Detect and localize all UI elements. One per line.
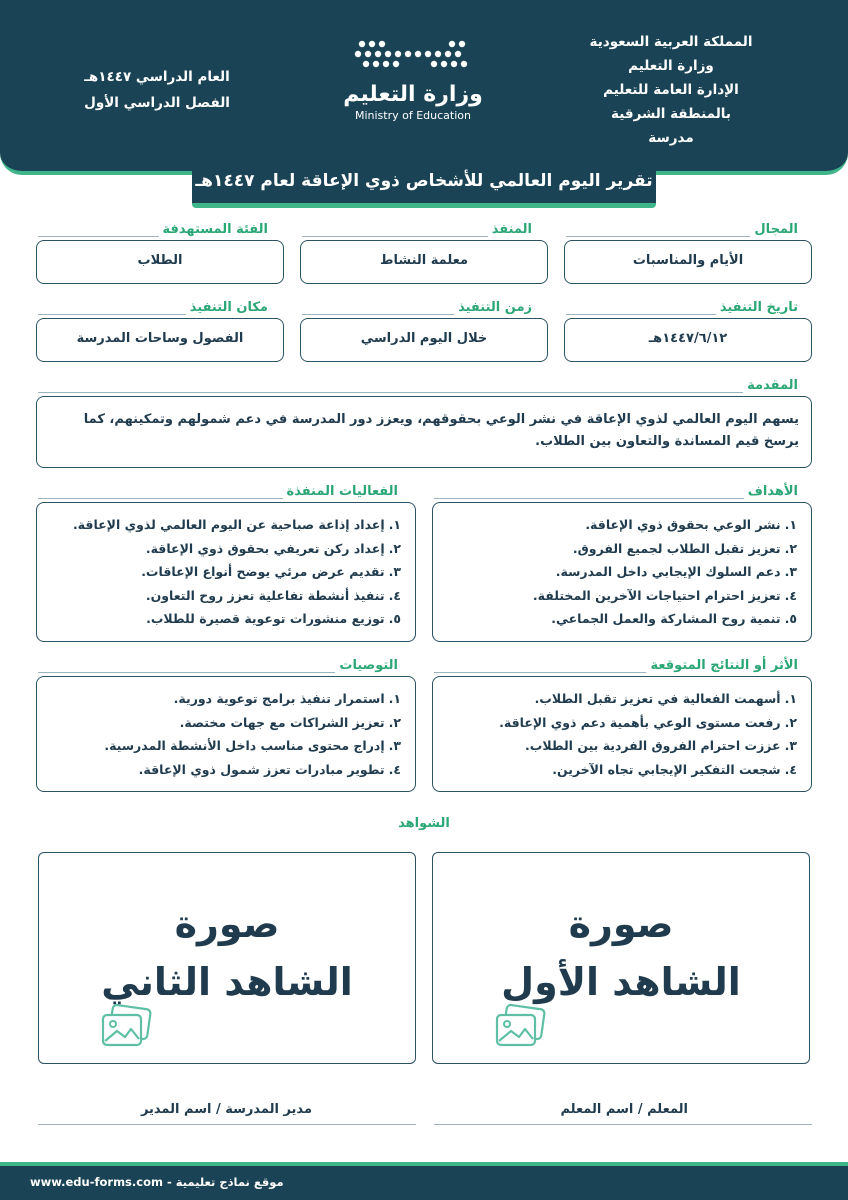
list-item: ٢.رفعت مستوى الوعي بأهمية دعم ذوي الإعاقة. <box>499 714 797 730</box>
list-item: ١.أسهمت الفعالية في تعزيز تقبل الطلاب. <box>534 691 797 706</box>
report-title: تقرير اليوم العالمي للأشخاص ذوي الإعاقة لعام ١٤٤٧هـ <box>192 158 656 208</box>
section-label-impact: الأثر أو النتائج المتوقعة <box>646 658 802 673</box>
footer-site-link[interactable]: موقع نماذج تعليمية - www.edu-forms.com <box>30 1175 284 1189</box>
photo-2-title: صورة الشاهد الثاني <box>101 902 353 1004</box>
logo-arabic-text: وزارة التعليم <box>343 82 483 107</box>
page-header <box>0 0 848 175</box>
signature-line <box>38 1124 416 1125</box>
image-icon <box>99 1003 155 1051</box>
list-item: ٤.تعزيز احترام احتياجات الآخرين المختلفة. <box>532 587 797 603</box>
list-item: ٣.دعم السلوك الإيجابي داخل المدرسة. <box>555 564 797 579</box>
header-academic-year <box>52 64 262 116</box>
header-line-ministry: وزارة التعليم <box>628 58 714 74</box>
list-item: ٥.تنمية روح المشاركة والعمل الجماعي. <box>551 611 797 626</box>
ministry-logo <box>338 38 488 138</box>
list-item: ١.نشر الوعي بحقوق ذوي الإعاقة. <box>585 517 797 532</box>
list-item: ٤.تنفيذ أنشطة تفاعلية تعزز روح التعاون. <box>145 587 401 603</box>
list-item: ٣.تقديم عرض مرئي يوضح أنواع الإعاقات. <box>141 564 401 579</box>
field-label-target: الفئة المستهدفة <box>159 222 273 237</box>
goals-list <box>433 503 811 631</box>
list-item: ٤.شجعت التفكير الإيجابي تجاه الآخرين. <box>552 761 797 777</box>
header-line-country: المملكة العربية السعودية <box>589 34 753 50</box>
label-underline <box>38 392 796 393</box>
field-target-value: الطلاب <box>36 240 284 284</box>
logo-english-text: Ministry of Education <box>354 109 471 122</box>
header-semester: الفصل الدراسي الأول <box>84 95 230 111</box>
goals-box <box>432 502 812 642</box>
list-item: ١.إعداد إذاعة صباحية عن اليوم العالمي لذوي الإعاقة. <box>72 517 401 532</box>
signature-line <box>434 1124 812 1125</box>
field-time-value: خلال اليوم الدراسي <box>300 318 548 362</box>
field-domain-value: الأيام والمناسبات <box>564 240 812 284</box>
field-label-executor: المنفذ <box>488 222 536 237</box>
list-item: ٢.تعزيز الشراكات مع جهات مختصة. <box>179 714 401 730</box>
recommendations-box <box>36 676 416 792</box>
header-line-directorate: الإدارة العامة للتعليم <box>603 82 739 98</box>
page-footer <box>0 1162 848 1200</box>
impact-box <box>432 676 812 792</box>
list-item: ٢.إعداد ركن تعريفي بحقوق ذوي الإعاقة. <box>145 540 401 556</box>
list-item: ٣.إدراج محتوى مناسب داخل الأنشطة المدرسية. <box>104 738 401 753</box>
teacher-signature: المعلم / اسم المعلم <box>556 1102 692 1117</box>
header-organization <box>556 30 786 150</box>
activities-box <box>36 502 416 642</box>
field-label-date: تاريخ التنفيذ <box>716 300 802 315</box>
header-year: العام الدراسي ١٤٤٧هـ <box>84 69 230 85</box>
section-label-activities: الفعاليات المنفذة <box>283 484 402 499</box>
list-item: ١.استمرار تنفيذ برامج توعوية دورية. <box>173 691 401 706</box>
field-date-value: ١٤٤٧/٦/١٢هـ <box>564 318 812 362</box>
field-label-domain: المجال <box>750 222 802 237</box>
recommendations-list <box>37 677 415 781</box>
section-label-evidence: الشواهد <box>398 816 450 831</box>
activities-list <box>37 503 415 631</box>
field-label-place: مكان التنفيذ <box>186 300 272 315</box>
image-icon <box>493 1003 549 1051</box>
impact-list <box>433 677 811 781</box>
header-line-school: مدرسة <box>648 130 694 146</box>
list-item: ٢.تعزيز تقبل الطلاب لجميع الفروق. <box>572 540 797 556</box>
list-item: ٣.عززت احترام الفروق الفردية بين الطلاب. <box>525 738 797 753</box>
section-label-intro: المقدمة <box>743 378 802 393</box>
field-label-time: زمن التنفيذ <box>454 300 536 315</box>
field-executor-value: معلمة النشاط <box>300 240 548 284</box>
principal-signature: مدير المدرسة / اسم المدير <box>137 1102 316 1117</box>
evidence-photo-2[interactable] <box>38 852 416 1064</box>
label-underline <box>434 498 794 499</box>
evidence-photo-1[interactable] <box>432 852 810 1064</box>
field-place-value: الفصول وساحات المدرسة <box>36 318 284 362</box>
section-label-goals: الأهداف <box>744 484 802 499</box>
list-item: ٥.توزيع منشورات توعوية قصيرة للطلاب. <box>146 611 401 626</box>
photo-1-title: صورة الشاهد الأول <box>501 902 741 1004</box>
header-line-region: بالمنطقة الشرقية <box>611 106 731 122</box>
intro-text: يسهم اليوم العالمي لذوي الإعاقة في نشر الوعي بحقوقهم، ويعزز دور المدرسة في دعم شمولهم وتمكينهم، كما يرسخ قيم المساندة والتعاون بين الطلاب. <box>36 396 812 468</box>
section-label-recommendations: التوصيات <box>335 658 402 673</box>
list-item: ٤.تطوير مبادرات تعزز شمول ذوي الإعاقة. <box>138 761 401 777</box>
logo-dots-icon <box>348 38 478 78</box>
